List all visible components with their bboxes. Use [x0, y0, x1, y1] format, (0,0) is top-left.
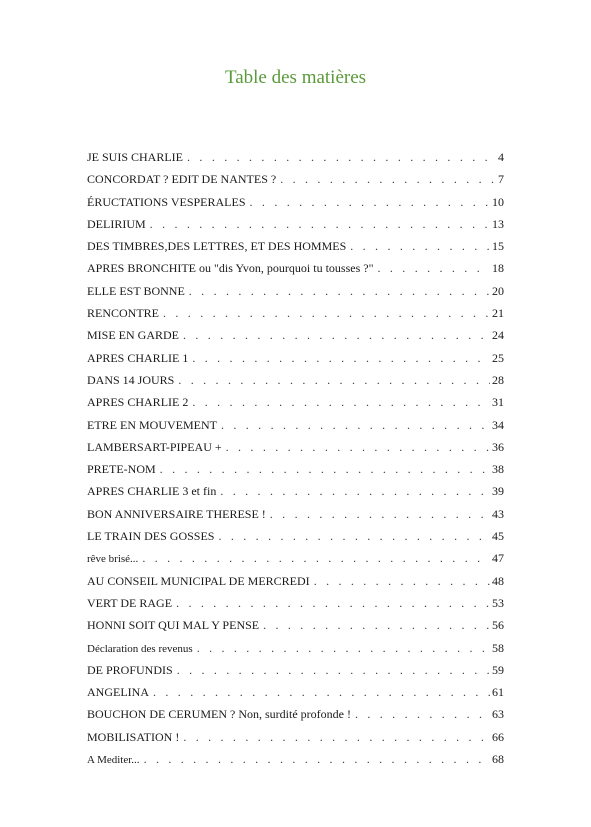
toc-entry-label: APRES BRONCHITE ou "dis Yvon, pourquoi tu tousses ?"	[87, 257, 378, 279]
dot-leader	[220, 480, 490, 502]
toc-entry[interactable]	[87, 614, 504, 636]
toc-entry-label: CONCORDAT ? EDIT DE NANTES ?	[87, 168, 280, 190]
toc-entry[interactable]	[87, 280, 504, 302]
toc-entry-label: Déclaration des revenus	[87, 638, 197, 660]
toc-entry-page-number: 66	[492, 729, 504, 744]
toc-entry[interactable]	[87, 659, 504, 681]
toc-entry-label: rêve brisé...	[87, 548, 142, 570]
dot-leader	[142, 547, 490, 569]
toc-entry-page-number: 31	[492, 395, 504, 410]
toc-entry-page-number: 34	[492, 417, 504, 432]
toc-entry-page-number: 21	[492, 306, 504, 321]
toc-entry[interactable]	[87, 480, 504, 502]
dot-leader	[192, 347, 490, 369]
dot-leader	[189, 280, 490, 302]
toc-entry-page-number: 47	[492, 551, 504, 566]
dot-leader	[153, 681, 490, 703]
dot-leader	[176, 592, 490, 614]
dot-leader	[250, 191, 490, 213]
toc-entry[interactable]	[87, 592, 504, 614]
toc-entry[interactable]	[87, 503, 504, 525]
toc-entry-label: LE TRAIN DES GOSSES	[87, 525, 218, 547]
toc-entry-page-number: 45	[492, 529, 504, 544]
toc-entry-page-number: 36	[492, 439, 504, 454]
dot-leader	[187, 146, 496, 168]
toc-entry[interactable]	[87, 748, 504, 770]
dot-leader	[160, 458, 490, 480]
toc-entry-label: ELLE EST BONNE	[87, 280, 189, 302]
toc-entry-page-number: 39	[492, 484, 504, 499]
toc-entry-label: MISE EN GARDE	[87, 324, 183, 346]
toc-entry[interactable]	[87, 547, 504, 569]
dot-leader	[314, 570, 490, 592]
toc-entry-page-number: 63	[492, 707, 504, 722]
toc-entry-label: HONNI SOIT QUI MAL Y PENSE	[87, 614, 263, 636]
toc-entry[interactable]	[87, 146, 504, 168]
table-of-contents	[87, 146, 504, 770]
dot-leader	[280, 168, 496, 190]
toc-entry[interactable]	[87, 458, 504, 480]
toc-entry-page-number: 7	[498, 172, 504, 187]
toc-entry-label: JE SUIS CHARLIE	[87, 146, 187, 168]
toc-entry[interactable]	[87, 570, 504, 592]
toc-entry-label: AU CONSEIL MUNICIPAL DE MERCREDI	[87, 570, 314, 592]
toc-entry-page-number: 4	[498, 150, 504, 164]
toc-entry-page-number: 18	[492, 261, 504, 276]
toc-entry-label: BON ANNIVERSAIRE THERESE !	[87, 503, 270, 525]
toc-entry-page-number: 10	[492, 194, 504, 209]
toc-entry-page-number: 24	[492, 328, 504, 343]
toc-entry-page-number: 25	[492, 350, 504, 365]
toc-entry-page-number: 48	[492, 573, 504, 588]
dot-leader	[226, 436, 490, 458]
toc-entry-label: APRES CHARLIE 1	[87, 347, 192, 369]
toc-entry-page-number: 38	[492, 462, 504, 477]
dot-leader	[197, 637, 490, 659]
toc-entry[interactable]	[87, 347, 504, 369]
dot-leader	[263, 614, 490, 636]
toc-entry-label: ANGELINA	[87, 681, 153, 703]
toc-entry-label: DE PROFUNDIS	[87, 659, 177, 681]
toc-entry[interactable]	[87, 637, 504, 659]
toc-entry-label: ETRE EN MOUVEMENT	[87, 414, 221, 436]
toc-entry-label: ÉRUCTATIONS VESPERALES	[87, 191, 250, 213]
toc-entry-page-number: 61	[492, 685, 504, 700]
toc-entry[interactable]	[87, 391, 504, 413]
toc-entry[interactable]	[87, 191, 504, 213]
dot-leader	[183, 324, 490, 346]
toc-title: Table des matières	[224, 67, 367, 88]
toc-entry-page-number: 15	[492, 239, 504, 254]
dot-leader	[177, 659, 490, 681]
toc-entry[interactable]	[87, 213, 504, 235]
dot-leader	[218, 525, 490, 547]
toc-entry-page-number: 43	[492, 506, 504, 521]
toc-entry[interactable]	[87, 525, 504, 547]
toc-entry-page-number: 59	[492, 662, 504, 677]
toc-entry[interactable]	[87, 436, 504, 458]
toc-entry-label: DES TIMBRES,DES LETTRES, ET DES HOMMES	[87, 235, 350, 257]
toc-entry-label: VERT DE RAGE	[87, 592, 176, 614]
toc-entry[interactable]	[87, 726, 504, 748]
dot-leader	[270, 503, 490, 525]
toc-entry-page-number: 28	[492, 372, 504, 387]
toc-entry-label: APRES CHARLIE 3 et fin	[87, 480, 220, 502]
dot-leader	[350, 235, 490, 257]
toc-entry[interactable]	[87, 168, 504, 190]
toc-entry-page-number: 53	[492, 595, 504, 610]
dot-leader	[150, 213, 490, 235]
toc-entry-page-number: 68	[492, 752, 504, 767]
dot-leader	[178, 369, 490, 391]
dot-leader	[355, 703, 490, 725]
toc-entry-label: DELIRIUM	[87, 213, 150, 235]
dot-leader	[144, 748, 490, 770]
toc-entry-label: BOUCHON DE CERUMEN ? Non, surdité profonde !	[87, 703, 355, 725]
toc-entry-label: RENCONTRE	[87, 302, 163, 324]
toc-entry-label: MOBILISATION !	[87, 726, 183, 748]
toc-entry-page-number: 20	[492, 283, 504, 298]
toc-entry[interactable]	[87, 302, 504, 324]
toc-entry[interactable]	[87, 257, 504, 279]
toc-entry-page-number: 13	[492, 216, 504, 231]
toc-entry-label: DANS 14 JOURS	[87, 369, 178, 391]
toc-entry[interactable]	[87, 414, 504, 436]
toc-entry[interactable]	[87, 235, 504, 257]
toc-entry[interactable]	[87, 681, 504, 703]
toc-entry-page-number: 58	[492, 640, 504, 655]
toc-entry-label: LAMBERSART-PIPEAU +	[87, 436, 226, 458]
dot-leader	[378, 257, 491, 279]
dot-leader	[183, 726, 490, 748]
dot-leader	[192, 391, 490, 413]
toc-entry[interactable]	[87, 324, 504, 346]
toc-entry-label: APRES CHARLIE 2	[87, 391, 192, 413]
toc-entry[interactable]	[87, 369, 504, 391]
toc-entry[interactable]	[87, 703, 504, 725]
toc-entry-label: PRETE-NOM	[87, 458, 160, 480]
dot-leader	[163, 302, 490, 324]
toc-entry-label: A Mediter...	[87, 749, 144, 771]
dot-leader	[221, 414, 490, 436]
toc-entry-page-number: 56	[492, 618, 504, 633]
